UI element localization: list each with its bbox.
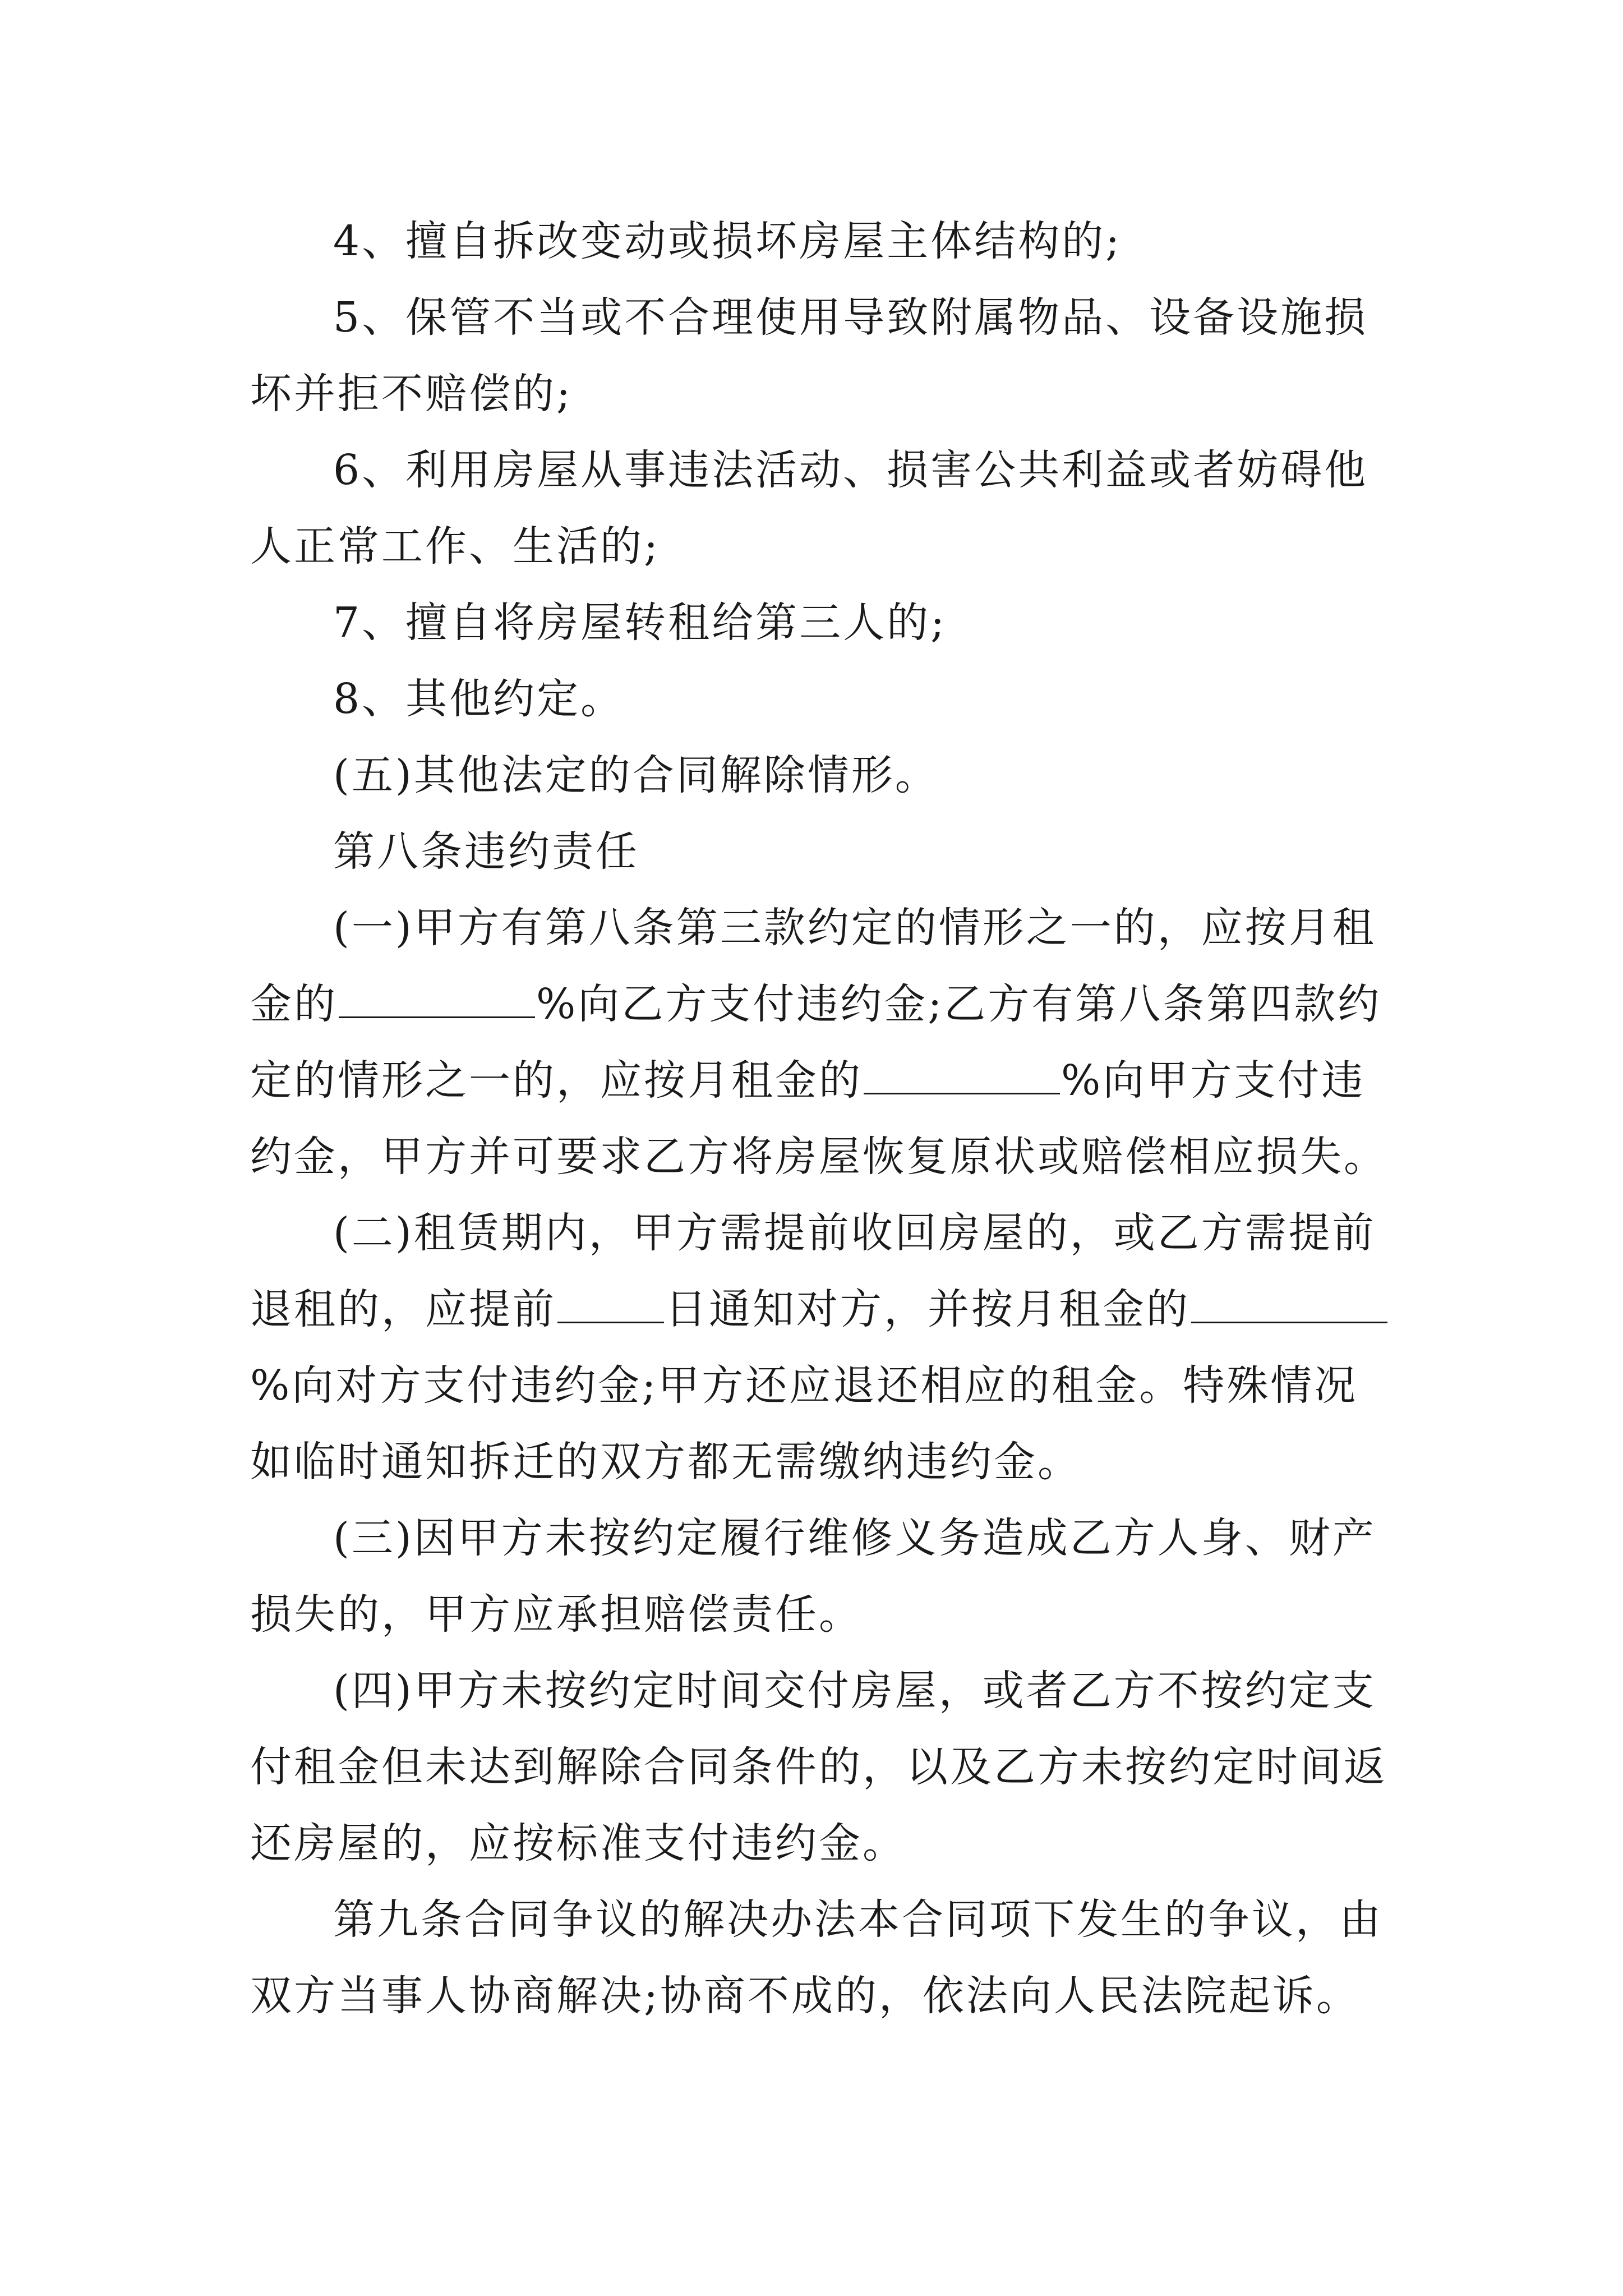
- liability-item-4: (四)甲方未按约定时间交付房屋，或者乙方不按约定支付租金但未达到解除合同条件的，以及乙方未按约定时间返还房屋的，应按标准支付违约金。: [250, 1667, 1387, 1867]
- percent-blank-landlord: [339, 978, 535, 1018]
- clause-five-other-termination: (五)其他法定的合同解除情形。: [333, 751, 939, 799]
- liability-item-2: [250, 1195, 1389, 1500]
- clause-6: 6、利用房屋从事违法活动、损害公共利益或者妨碍他人正常工作、生活的;: [250, 446, 1368, 570]
- percent-blank-early-termination: [1191, 1283, 1387, 1323]
- clause-8: 8、其他约定。: [333, 675, 625, 723]
- liability-item-2-text-a: (二)租赁期内，甲方需提前收回房屋的，或乙方需提前退租的，应提前: [250, 1209, 1376, 1333]
- liability-item-2-text-c: %向对方支付违约金;甲方还应退还相应的租金。特殊情况如临时通知拆迁的双方都无需缴纳违约金。: [250, 1361, 1358, 1486]
- liability-item-1: [250, 890, 1389, 1195]
- liability-item-1-text-b: %向乙方支付违约金;乙方有第八条第四款约定的情形之一的，应按月租金的: [250, 980, 1382, 1105]
- liability-item-1-text-a: (一)甲方有第八条第三款约定的情形之一的，应按月租金的: [250, 904, 1376, 1028]
- clause-5: 5、保管不当或不合理使用导致附属物品、设备设施损坏并拒不赔偿的;: [250, 293, 1368, 418]
- clause-7: 7、擅自将房屋转租给第三人的;: [333, 599, 947, 647]
- article-8-heading: 第八条违约责任: [333, 827, 639, 876]
- liability-item-3: (三)因甲方未按约定履行维修义务造成乙方人身、财产损失的，甲方应承担赔偿责任。: [250, 1514, 1376, 1639]
- days-blank: [557, 1283, 664, 1323]
- clause-4: 4、擅自拆改变动或损坏房屋主体结构的;: [333, 217, 1122, 265]
- document-body: [250, 203, 1389, 2034]
- liability-item-2-text-b: 日通知对方，并按月租金的: [665, 1285, 1190, 1333]
- percent-blank-tenant: [864, 1055, 1060, 1094]
- article-9-dispute-resolution: 第九条合同争议的解决办法本合同项下发生的争议，由双方当事人协商解决;协商不成的，依法向人民法院起诉。: [250, 1895, 1383, 2020]
- liability-item-1-text-c: %向甲方支付违约金，甲方并可要求乙方将房屋恢复原状或赔偿相应损失。: [250, 1056, 1387, 1181]
